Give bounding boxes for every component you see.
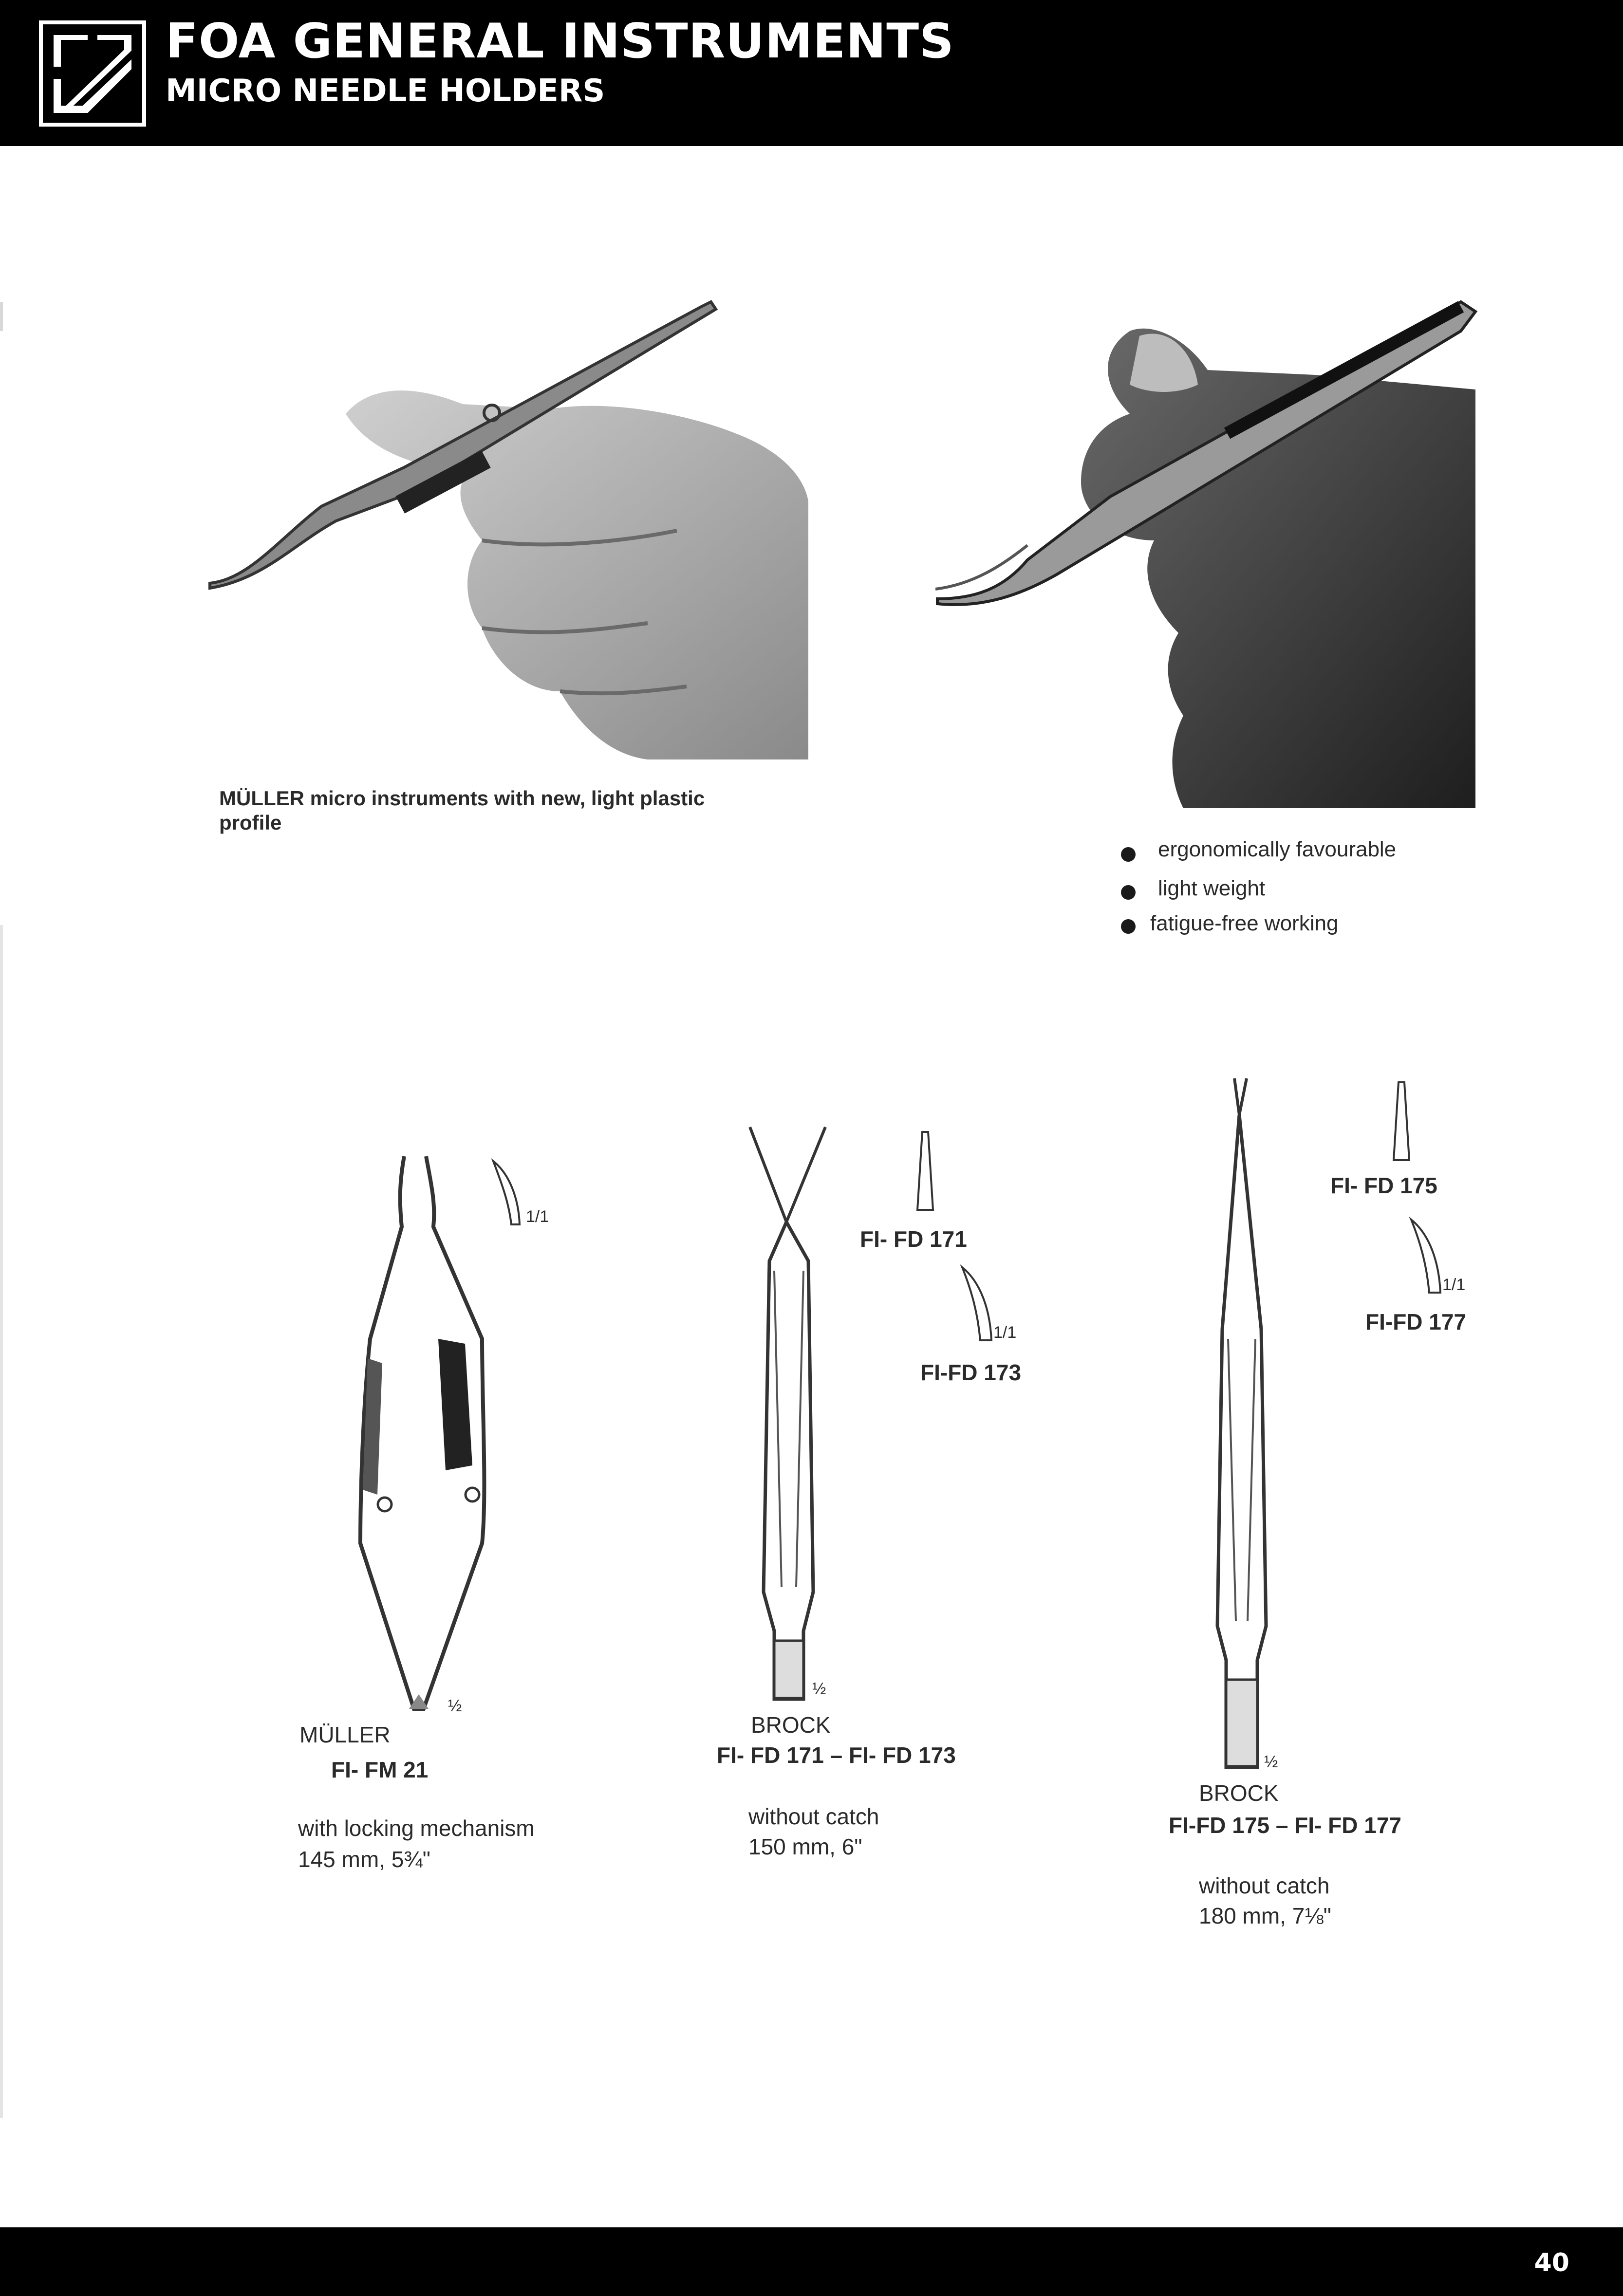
left-photo-caption xyxy=(219,786,765,835)
straight-tip-icon xyxy=(1392,1080,1411,1163)
feature-item: fatigue-free working xyxy=(1150,911,1339,935)
scale-label: ½ xyxy=(812,1680,826,1698)
feature-item: ergonomically favourable xyxy=(1158,837,1397,861)
page-title: FOA GENERAL INSTRUMENTS xyxy=(166,14,954,69)
instrument-name: MÜLLER xyxy=(299,1722,391,1747)
instrument-size: 145 mm, 5¾" xyxy=(298,1847,431,1872)
hand-holding-muller-photo xyxy=(209,287,808,764)
brock-needle-holder-drawing xyxy=(740,1125,838,1709)
tip-scale-label: 1/1 xyxy=(526,1207,549,1226)
instrument-desc: without catch xyxy=(748,1804,879,1829)
instrument-code: FI-FD 175 – FI- FD 177 xyxy=(1169,1813,1402,1838)
instrument-name: BROCK xyxy=(1199,1780,1279,1806)
brock-needle-holder-long-drawing xyxy=(1193,1076,1290,1772)
curved-tip-icon xyxy=(958,1265,997,1343)
bullet-icon xyxy=(1121,847,1136,862)
tip-scale-label: 1/1 xyxy=(1442,1276,1466,1294)
instrument-name: BROCK xyxy=(751,1712,831,1738)
scale-label: ½ xyxy=(1264,1753,1278,1771)
header-bar xyxy=(0,0,1623,146)
bullet-icon xyxy=(1121,885,1136,900)
curved-tip-icon xyxy=(489,1159,523,1227)
scan-edge xyxy=(0,925,3,2118)
instrument-code: FI- FD 171 – FI- FD 173 xyxy=(717,1742,956,1768)
instrument-code: FI- FM 21 xyxy=(331,1757,429,1782)
instrument-desc: without catch xyxy=(1199,1873,1330,1898)
feature-item: light weight xyxy=(1158,876,1266,900)
foa-logo-icon xyxy=(39,20,146,127)
footer-bar xyxy=(0,2227,1623,2296)
instrument-desc: with locking mechanism xyxy=(298,1815,535,1841)
scan-edge xyxy=(0,302,3,331)
tip-code: FI- FD 171 xyxy=(860,1226,967,1252)
page-subtitle: MICRO NEEDLE HOLDERS xyxy=(166,73,605,109)
hand-holding-brock-photo xyxy=(935,287,1480,813)
scale-label: ½ xyxy=(448,1697,462,1715)
curved-tip-icon xyxy=(1407,1217,1446,1295)
caption-text: MÜLLER micro instruments with new, light plastic profile xyxy=(219,787,705,834)
tip-scale-label: 1/1 xyxy=(993,1323,1017,1342)
straight-tip-icon xyxy=(915,1129,935,1212)
instrument-size: 150 mm, 6" xyxy=(748,1834,862,1859)
tip-code: FI-FD 173 xyxy=(920,1360,1022,1385)
instrument-size: 180 mm, 7⅛" xyxy=(1199,1903,1332,1928)
tip-code: FI-FD 177 xyxy=(1365,1309,1467,1334)
tip-code: FI- FD 175 xyxy=(1330,1173,1437,1198)
page-number: 40 xyxy=(1534,2248,1569,2277)
muller-needle-holder-drawing xyxy=(341,1154,502,1719)
bullet-icon xyxy=(1121,919,1136,934)
